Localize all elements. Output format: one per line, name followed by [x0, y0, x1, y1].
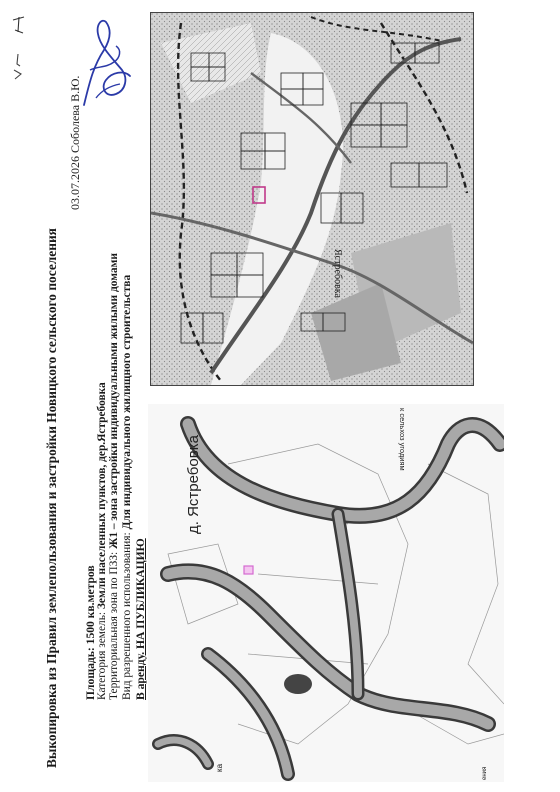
- use-line: [121, 275, 133, 700]
- zone-line: [108, 253, 120, 700]
- signature-icon: [76, 10, 136, 110]
- lease-line: [134, 538, 147, 700]
- highlighted-parcel: [244, 566, 253, 574]
- road-label: к сельхоз угодиям: [398, 408, 407, 471]
- zoning-map: [150, 12, 474, 386]
- cadastral-map-graphic: [148, 404, 504, 782]
- document-title: Выкопировка из Правил землепользования и застройки Новицкого сельского поселения: [44, 228, 59, 768]
- use-value: Для индивидуального жилищного строительства: [121, 274, 133, 530]
- handwritten-mark-icon: [10, 14, 28, 36]
- handwritten-mark-icon: [8, 52, 24, 82]
- cadastral-map: [148, 404, 504, 782]
- pond-icon: [284, 674, 312, 694]
- use-label: Вид разрешенного использования:: [121, 529, 133, 700]
- village-label-top: Ястребовка: [332, 249, 343, 298]
- zoning-map-graphic: [151, 13, 473, 385]
- category-line: [96, 382, 108, 700]
- date-signature: 03.07.2026 Соболева В.Ю.: [68, 75, 82, 210]
- zone-value: Ж1 – зона застройки индивидуальными жилыми домами: [108, 253, 120, 549]
- village-label-bottom: д. Ястребовка: [185, 435, 202, 534]
- lease-text: В аренду. НА ПУБЛИКАЦИЮ: [134, 538, 147, 700]
- category-value: Земли населенных пунктов, дер.Ястребовка: [96, 382, 108, 610]
- zone-label: Территориальная зона по ПЗЗ:: [108, 548, 120, 700]
- edge-label-bottom: ения: [482, 766, 488, 780]
- area-line: Площадь: 1500 кв.метров: [84, 565, 97, 700]
- edge-label-left: ка: [215, 763, 224, 772]
- category-label: Категория земель:: [96, 609, 108, 700]
